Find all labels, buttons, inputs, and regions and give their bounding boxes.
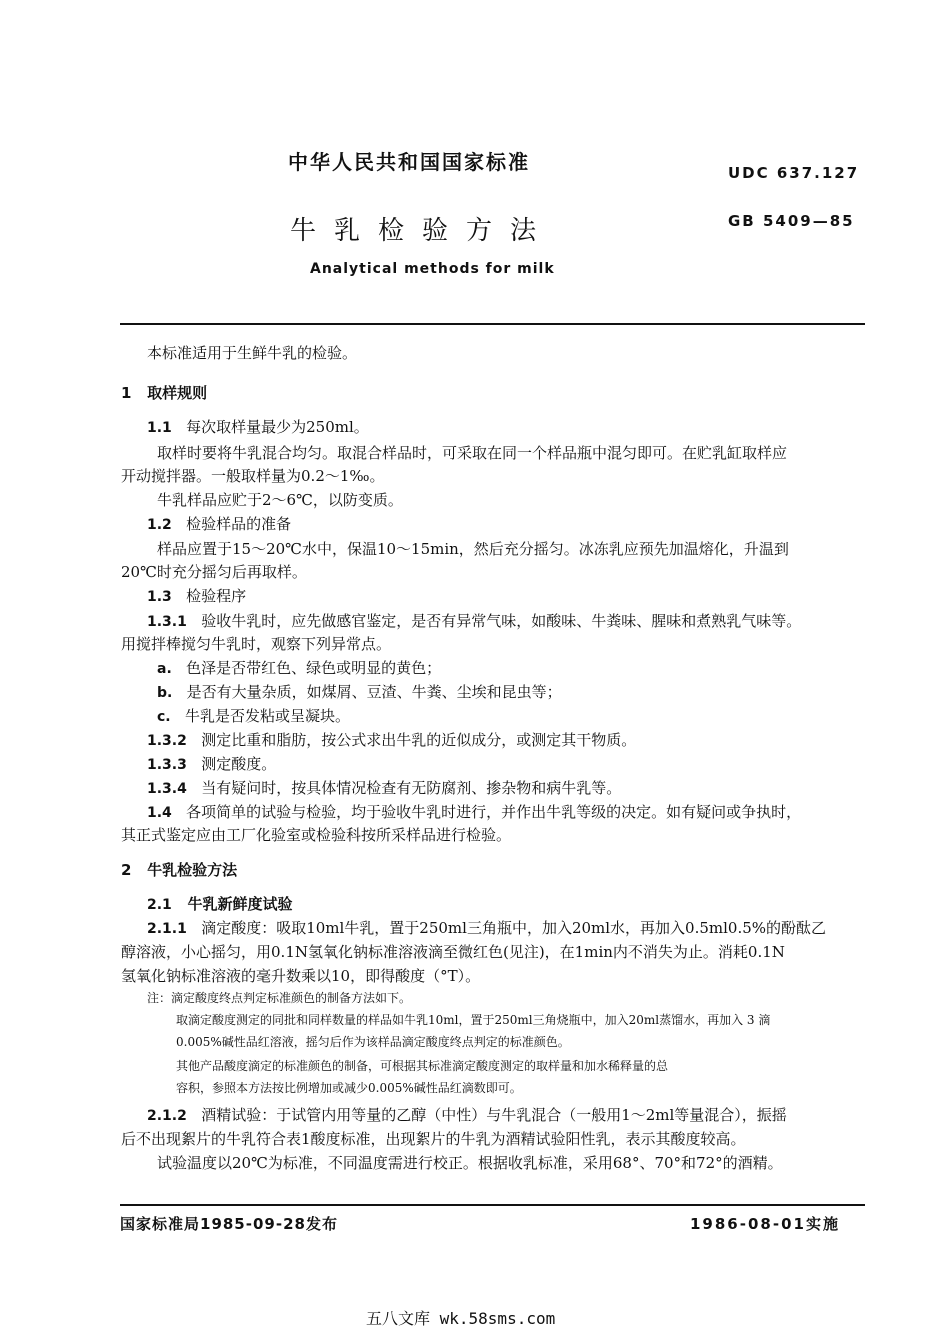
list-text: 牛乳是否发粘或呈凝块。 [184, 707, 350, 725]
note-text: 其他产品酸度滴定的标准颜色的制备，可根据其标准滴定酸度测定的取样量和加水稀释量的总 [176, 1059, 669, 1073]
paragraph: 样品应置于15～20℃水中，保温10～15min，然后充分摇匀。冰冻乳应预先加温熔化，升温到 [157, 540, 789, 558]
clause-text: 测定比重和脂肪，按公式求出牛乳的近似成分，或测定其干物质。 [201, 731, 637, 749]
clause-1-3-1 [147, 610, 801, 633]
clause-number: 1.4 [147, 805, 172, 821]
paragraph: 后不出现絮片的牛乳符合表1酸度标准，出现絮片的牛乳为酒精试验阳性乳，表示其酸度较高。 [121, 1130, 746, 1148]
clause-1-3-4 [147, 777, 621, 800]
list-marker: c. [157, 709, 171, 725]
section-title: 取样规则 [147, 384, 208, 402]
paragraph: 20℃时充分摇匀后再取样。 [121, 563, 307, 581]
paragraph: 醇溶液，小心摇匀，用0.1N氢氧化钠标准溶液滴至微红色(见注)，在1min内不消失为止。消耗0.1N [121, 943, 785, 961]
english-title: Analytical methods for milk [310, 261, 555, 277]
paragraph: 试验温度以20℃为标准，不同温度需进行校正。根据收乳标准，采用68°、70°和72°的酒精。 [157, 1154, 783, 1172]
clause-text: 检验样品的准备 [186, 515, 292, 533]
clause-text: 验收牛乳时，应先做感官鉴定，是否有异常气味，如酸味、牛粪味、腥味和煮熟乳气味等。 [201, 612, 802, 630]
paragraph: 取样时要将牛乳混合均匀。取混合样品时，可采取在同一个样品瓶中混匀即可。在贮乳缸取样应 [157, 444, 788, 462]
clause-number: 1.3.4 [147, 781, 187, 797]
clause-text: 当有疑问时，按具体情况检查有无防腐剂、掺杂物和病牛乳等。 [201, 779, 622, 797]
clause-2-1-2 [147, 1104, 787, 1127]
clause-text: 测定酸度。 [201, 755, 277, 773]
clause-number: 2.1.2 [147, 1108, 187, 1124]
clause-number: 2.1.1 [147, 921, 187, 937]
clause-text: 滴定酸度：吸取10ml牛乳，置于250ml三角瓶中，加入20ml水，再加入0.5ml0.5%的酚酞乙 [201, 919, 827, 937]
clause-text: 酒精试验：于试管内用等量的乙醇（中性）与牛乳混合（一般用1～2ml等量混合），振摇 [201, 1106, 787, 1124]
note-text: 0.005%碱性品红溶液，摇匀后作为该样品滴定酸度终点判定的标准颜色。 [176, 1035, 570, 1049]
clause-1-3-3 [147, 753, 276, 776]
section-number: 1 [121, 384, 132, 402]
clause-number: 1.3.2 [147, 733, 187, 749]
note-text: 容积，参照本方法按比例增加或减少0.005%碱性品红滴数即可。 [176, 1081, 522, 1095]
clause-2-1-1 [147, 917, 826, 940]
list-item [157, 705, 350, 728]
clause-text: 每次取样量最少为250ml。 [186, 418, 369, 436]
paragraph: 牛乳样品应贮于2～6℃，以防变质。 [157, 491, 403, 509]
clause-1-3-2 [147, 729, 636, 752]
footer-rule [120, 1204, 865, 1206]
note-label: 注： [147, 991, 172, 1005]
note-text: 滴定酸度终点判定标准颜色的制备方法如下。 [171, 991, 412, 1005]
clause-1-1 [147, 416, 369, 439]
section-1-heading [121, 382, 207, 404]
list-marker: a. [157, 661, 172, 677]
intro-text: 本标准适用于生鲜牛乳的检验。 [147, 344, 358, 362]
section-2-1-heading [147, 893, 293, 916]
paragraph: 其正式鉴定应由工厂化验室或检验科按所采样品进行检验。 [121, 826, 512, 844]
clause-text: 检验程序 [186, 587, 247, 605]
clause-number: 1.1 [147, 420, 172, 436]
issue-date: 国家标准局1985-09-28发布 [120, 1215, 338, 1233]
note-text: 取滴定酸度测定的同批和同样数量的样品如牛乳10ml，置于250ml三角烧瓶中，加入20ml蒸馏水，再加入 3 滴 [176, 1013, 771, 1027]
clause-title: 牛乳新鲜度试验 [187, 895, 293, 913]
site-watermark: 五八文库 wk.58sms.com [366, 1309, 556, 1328]
list-marker: b. [157, 685, 173, 701]
list-text: 色泽是否带红色、绿色或明显的黄色； [186, 659, 442, 677]
clause-text: 各项简单的试验与检验，均于验收牛乳时进行，并作出牛乳等级的决定。如有疑问或争执时， [186, 803, 802, 821]
udc-code: UDC 637.127 [728, 164, 860, 182]
paragraph: 用搅拌棒搅匀牛乳时，观察下列异常点。 [121, 635, 392, 653]
header-rule [120, 323, 865, 325]
section-number: 2 [121, 861, 132, 879]
section-title: 牛乳检验方法 [147, 861, 238, 879]
paragraph: 开动搅拌器。一般取样量为0.2～1‰。 [121, 467, 385, 485]
effective-date: 1986-08-01实施 [690, 1215, 840, 1233]
clause-1-3 [147, 585, 246, 608]
clause-number: 1.3.1 [147, 614, 187, 630]
gb-code: GB 5409—85 [728, 212, 855, 230]
clause-1-2 [147, 513, 291, 536]
clause-number: 2.1 [147, 897, 172, 913]
clause-number: 1.3.3 [147, 757, 187, 773]
section-2-heading [121, 859, 237, 881]
list-item [157, 657, 441, 680]
clause-number: 1.2 [147, 517, 172, 533]
list-text: 是否有大量杂质，如煤屑、豆渣、牛粪、尘埃和昆虫等； [186, 683, 562, 701]
issuing-org: 中华人民共和国国家标准 [288, 150, 530, 174]
paragraph: 氢氧化钠标准溶液的毫升数乘以10，即得酸度（°T）。 [121, 967, 481, 985]
note [147, 988, 411, 1008]
list-item [157, 681, 562, 704]
clause-number: 1.3 [147, 589, 172, 605]
clause-1-4 [147, 801, 801, 824]
document-title: 牛乳检验方法 [290, 216, 555, 246]
